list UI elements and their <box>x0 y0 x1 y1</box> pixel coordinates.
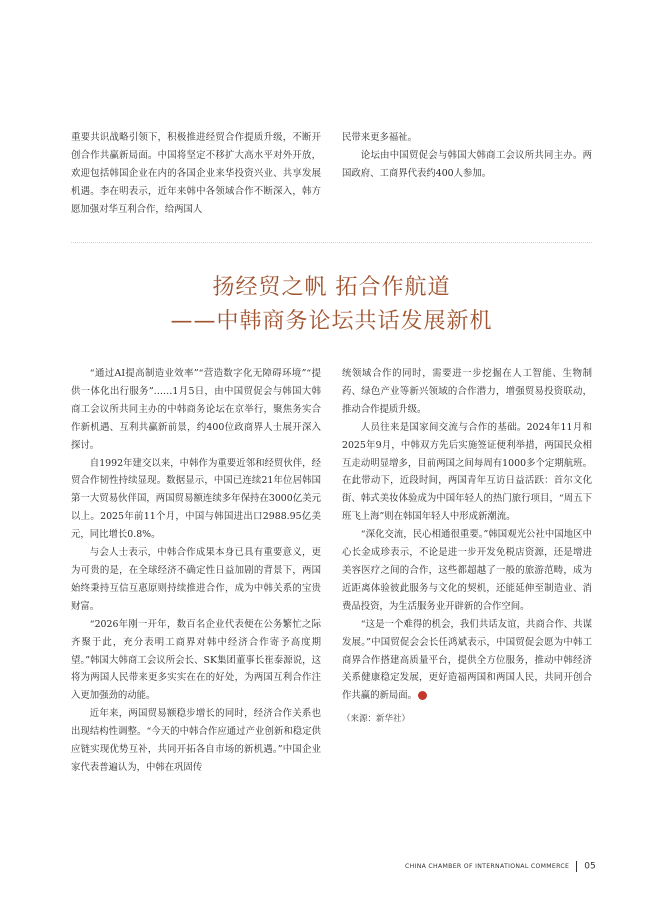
prev-article-paragraph: 民带来更多福祉。 <box>342 132 418 143</box>
article-paragraph: “深化交流，民心相通很重要。”韩国观光公社中国地区中心长金成珍表示，不论是进一步开发免税店资源，还是增进美容医疗之间的合作，这些都超越了一般的旅游范畴，成为近距离体验彼此服务与文化的契机，还能延伸至制造业、消费品投资，为生活服务业开辟新的合作空间。 <box>342 529 592 612</box>
article-paragraph: “2026年刚一开年，数百名企业代表便在公务繁忙之际齐聚于此，充分表明工商界对韩中经济合作寄予高度期望。”韩国大韩商工会议所会长、SK集团董事长崔泰源说，这将为两国人民带来更多实实在在的好处，为两国互利合作注入更加强劲的动能。 <box>71 618 321 702</box>
page-footer <box>405 856 596 872</box>
article-paragraph: 近年来，两国贸易额稳步增长的同时，经济合作关系也出现结构性调整。“今天的中韩合作应通过产业创新和稳定供应链实现优势互补，共同开拓各自市场的新机遇。”中国企业家代表普遍认为，中韩在巩固传 <box>71 708 321 773</box>
section-divider <box>71 242 592 243</box>
footer-separator <box>576 861 577 872</box>
prev-article-right-column <box>342 129 592 183</box>
prev-article-paragraph: 重要共识战略引领下，积极推进经贸合作提质升级，不断开创合作共赢新局面。中国将坚定不移扩大高水平对外开放，欢迎包括韩国企业在内的各国企业来华投资兴业、共享发展机遇。李在明表示，近年来韩中各领域合作不断深入，韩方愿加强对华互利合作，给两国人 <box>71 132 321 215</box>
prev-article-paragraph: 论坛由中国贸促会与韩国大韩商工会议所共同主办。两国政府、工商界代表约400人参加。 <box>342 149 592 179</box>
article-paragraph-text: “这是一个难得的机会，我们共话友谊，共商合作、共谋发展。”中国贸促会会长任鸿斌表示，中国贸促会愿为中韩工商界合作搭建高质量平台，提供全方位服务，推动中韩经济关系健康稳定发展，更好造福两国和两国人民，共同开创合作共赢的新局面。 <box>342 618 592 702</box>
prev-article-left-column <box>71 129 321 219</box>
article-title <box>71 271 592 339</box>
article-paragraph: 与会人士表示，中韩合作成果本身已具有重要意义，更为可贵的是，在全球经济不确定性日益加剧的背景下，两国始终秉持互信互惠原则持续推进合作，成为中韩关系的宝贵财富。 <box>71 547 321 612</box>
article-title-main: 扬经贸之帆 拓合作航道 <box>212 275 451 300</box>
article-paragraph: 自1992年建交以来，中韩作为重要近邻和经贸伙伴，经贸合作韧性持续显现。数据显示，中国已连续21年位居韩国第一大贸易伙伴国，两国贸易额连续多年保持在3000亿美元以上。2025年前11个月，中国与韩国进出口2988.95亿美元，同比增长0.8%。 <box>71 457 321 541</box>
end-mark-icon <box>418 691 427 700</box>
article-title-subtitle: ——中韩商务论坛共话发展新机 <box>170 309 493 334</box>
article-paragraph: 统领域合作的同时，需要进一步挖掘在人工智能、生物制药、绿色产业等新兴领域的合作潜力，增强贸易投资联动，推动合作提质升级。 <box>342 368 592 415</box>
article-source: （来源：新华社） <box>342 714 411 725</box>
article-final-paragraph <box>342 616 592 706</box>
footer-organization: CHINA CHAMBER OF INTERNATIONAL COMMERCE <box>405 863 570 870</box>
article-right-column <box>342 365 592 729</box>
article-paragraph: “通过AI提高制造业效率”“营造数字化无障碍环境”“提供一体化出行服务”……1月5日，由中国贸促会与韩国大韩商工会议所共同主办的中韩商务论坛在京举行，聚焦务实合作新机遇、互利共赢新前景，约400位政商界人士展开深入探讨。 <box>71 368 321 451</box>
article-paragraph: 人员往来是国家间交流与合作的基础。2024年11月和2025年9月，中韩双方先后实施签证便利举措，两国民众相互走动明显增多，目前两国之间每周有1000多个定期航班。在此带动下，近段时间，两国青年互访日益活跃：首尔文化街、韩式美妆体验成为中国年轻人的热门旅行项目，“周五下班飞上海”则在韩国年轻人中形成新潮流。 <box>342 421 592 523</box>
article-left-column <box>71 365 321 777</box>
page-number: 05 <box>584 861 596 872</box>
